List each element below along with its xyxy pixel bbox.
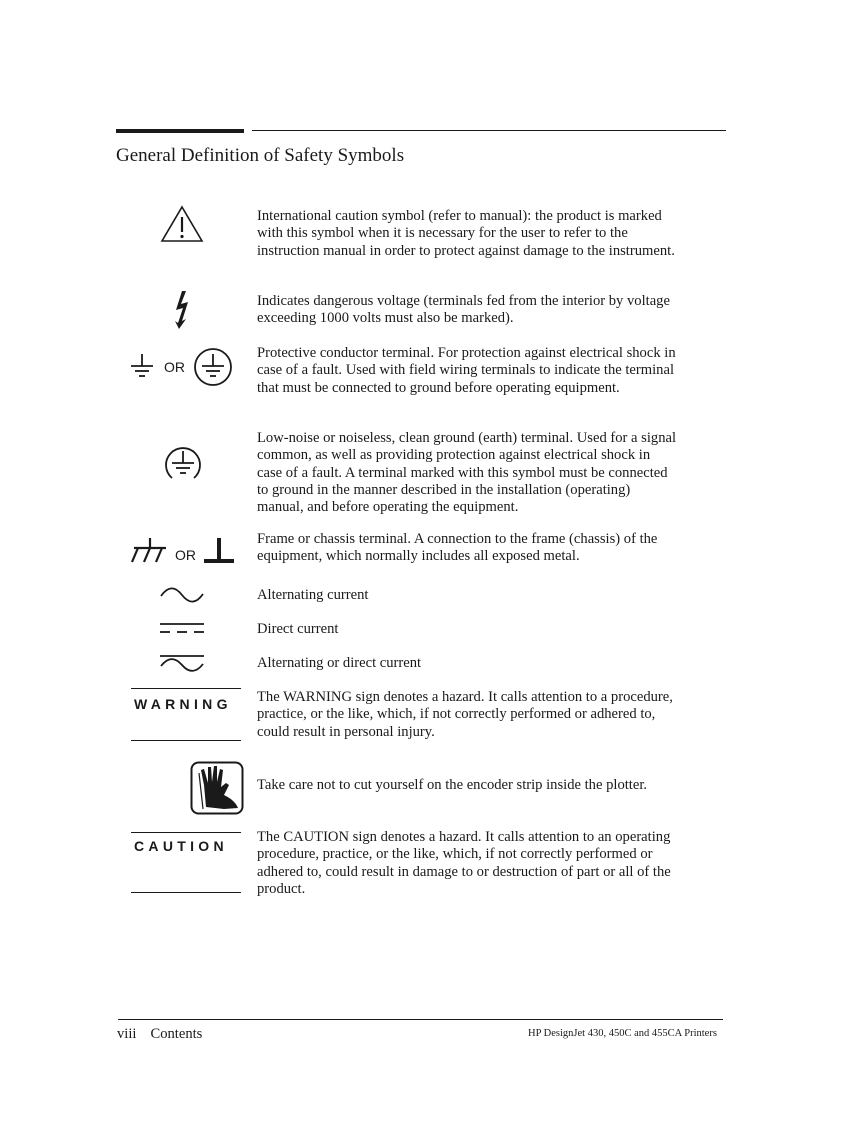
caution-symbol-description: International caution symbol (refer to manual): the product is marked with this symbol when it is necessary for the user to refer to the instruction manual in order to protect against damage to the instrument.: [257, 208, 675, 259]
or-label: OR: [175, 547, 196, 563]
dc-description: Direct current: [257, 621, 339, 637]
header-rule-thin: [252, 130, 726, 131]
lightning-bolt-icon: [172, 290, 192, 330]
footer-rule: [118, 1019, 723, 1020]
or-label: OR: [164, 359, 185, 375]
warning-top-rule: [131, 688, 241, 689]
page-number: viii: [117, 1026, 137, 1042]
alternating-current-icon: [158, 586, 206, 604]
warning-bottom-rule: [131, 740, 241, 741]
warning-label: WARNING: [134, 696, 232, 712]
ground-icon: [128, 352, 156, 382]
direct-current-icon: [158, 620, 206, 636]
encoder-strip-warning: Take care not to cut yourself on the encoder strip inside the plotter.: [257, 777, 648, 793]
ac-description: Alternating current: [257, 587, 369, 603]
clean-ground-description: Low-noise or noiseless, clean ground (earth) terminal. Used for a signal common, as well as providing protection against electrical shock in case of a fault. A terminal marked with this symbol must be connected to ground in the manner described in the installation (operating) manual, and before operating the equipment.: [257, 430, 677, 516]
protective-ground-icon: [193, 347, 233, 387]
footer-product: HP DesignJet 430, 450C and 455CA Printers: [528, 1028, 717, 1039]
protective-conductor-description: Protective conductor terminal. For protection against electrical shock in case of a fault. Used with field wiring terminals to indicate the terminal that must be connected to ground before operating equipment.: [257, 345, 676, 396]
footer-left: [117, 1026, 202, 1043]
page-title: General Definition of Safety Symbols: [116, 145, 405, 166]
header-rule-thick: [116, 129, 244, 133]
caution-description: The CAUTION sign denotes a hazard. It calls attention to an operating procedure, practice, or the like, which, if not correctly performed or adhered to, could result in damage to or destruction of part or all of the product.: [257, 829, 671, 897]
hand-cut-hazard-icon: [190, 761, 244, 815]
caution-top-rule: [131, 832, 241, 833]
caution-triangle-icon: [160, 205, 204, 243]
frame-terminal-icon: [201, 536, 237, 566]
caution-label: CAUTION: [134, 838, 228, 854]
ac-or-dc-icon: [158, 653, 206, 673]
dangerous-voltage-description: Indicates dangerous voltage (terminals fed from the interior by voltage exceeding 1000 volts must also be marked).: [257, 293, 670, 327]
caution-bottom-rule: [131, 892, 241, 893]
clean-ground-icon: [162, 443, 204, 483]
chassis-terminal-icon: [130, 536, 168, 566]
footer-section: Contents: [150, 1026, 203, 1042]
warning-description: The WARNING sign denotes a hazard. It calls attention to a procedure, practice, or the like, which, if not correctly performed or adhered to, could result in personal injury.: [257, 689, 673, 740]
chassis-terminal-description: Frame or chassis terminal. A connection to the frame (chassis) of the equipment, which normally includes all exposed metal.: [257, 531, 658, 565]
ac-or-dc-description: Alternating or direct current: [257, 655, 422, 671]
